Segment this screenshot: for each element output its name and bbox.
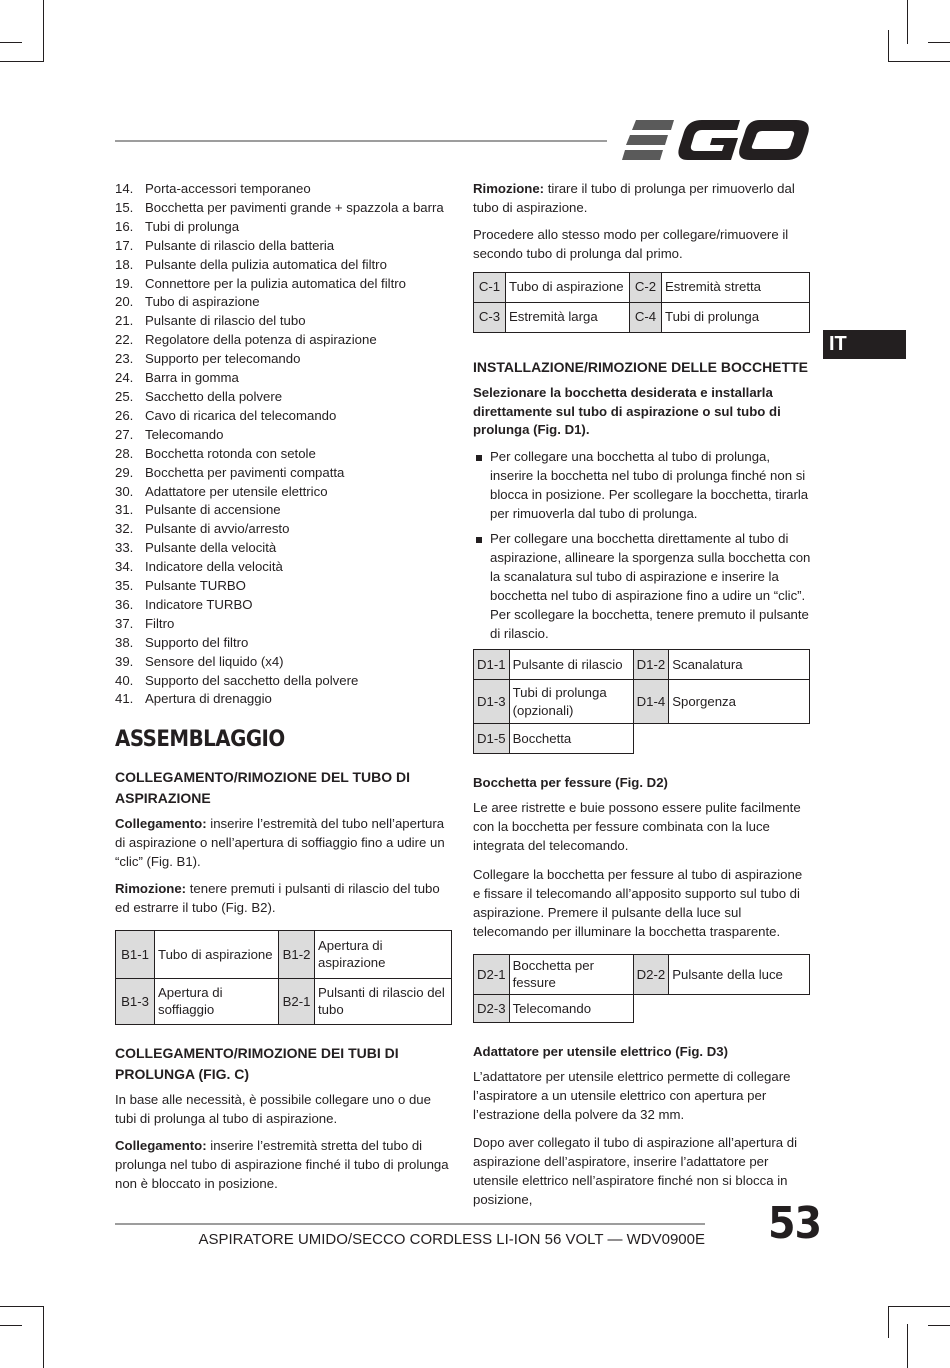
list-item-number: 32. (115, 521, 134, 537)
list-item-number: 28. (115, 445, 134, 461)
list-item-number: 40. (115, 672, 134, 688)
assembly-heading: ASSEMBLAGGIO (115, 727, 285, 753)
table-code: D1-3 (474, 680, 510, 724)
list-item-text: Bocchetta per pavimenti grande + spazzola a barra (145, 199, 444, 215)
list-item-number: 26. (115, 407, 134, 423)
table-code: B1-1 (116, 930, 155, 978)
table-code: D1-1 (474, 650, 510, 680)
table-cell: Sporgenza (669, 680, 810, 724)
list-item-text: Barra in gomma (145, 370, 239, 386)
table-cell: Tubo di aspirazione (506, 272, 630, 302)
table-cell: Pulsante di rilascio (509, 650, 633, 680)
table-row (474, 954, 810, 994)
table-code: D1-4 (633, 680, 669, 724)
list-item (115, 388, 455, 407)
list-item-text: Pulsante di avvio/arresto (145, 521, 290, 537)
table-cell: Estremità stretta (662, 272, 810, 302)
right-column (473, 180, 813, 1218)
crop-mark (43, 1306, 44, 1368)
table-row (116, 978, 452, 1024)
adapter-paragraph-2: Dopo aver collegato il tubo di aspirazione all’apertura di aspirazione dell’aspiratore, inserire l’adattatore per utensile elettrico nell’aspiratore finché non si blocca in posizione, (473, 1135, 798, 1208)
extension-repeat-paragraph: Procedere allo stesso modo per collegare/rimuovere il secondo tubo di prolunga dal primo. (473, 226, 789, 261)
list-item-number: 24. (115, 370, 134, 386)
crop-mark (0, 42, 22, 43)
list-item (115, 275, 455, 294)
list-item (115, 180, 455, 199)
footer-product-title: ASPIRATORE UMIDO/SECCO CORDLESS LI-ION 56 VOLT — WDV0900E (198, 1231, 705, 1248)
table-row (474, 994, 810, 1022)
adapter-paragraph-1: L’adattatore per utensile elettrico permette di collegare l’aspiratore a un utensile elettrico con apertura per l’estrazione della polvere da 32 mm. (473, 1068, 791, 1122)
extension-intro: In base alle necessità, è possibile collegare uno o due tubi di prolunga al tubo di aspirazione. (115, 1091, 431, 1126)
list-item-text: Tubi di prolunga (145, 218, 240, 234)
list-item (115, 653, 455, 672)
nozzles-section-title: INSTALLAZIONE/RIMOZIONE DELLE BOCCHETTE (473, 358, 808, 375)
list-item-text: Adattatore per utensile elettrico (145, 483, 328, 499)
list-item-text: Porta-accessori temporaneo (145, 181, 311, 196)
left-column (115, 180, 455, 1201)
list-item-text: Supporto del filtro (145, 634, 249, 650)
list-item-number: 20. (115, 294, 134, 310)
list-item-text: Regolatore della potenza di aspirazione (145, 332, 377, 348)
list-item-number: 17. (115, 237, 134, 253)
table-cell: Scanalatura (669, 650, 810, 680)
list-item-number: 18. (115, 256, 134, 272)
table-cell: Bocchetta (509, 724, 633, 754)
list-item-number: 21. (115, 313, 134, 329)
list-item-text: Pulsante TURBO (145, 578, 246, 594)
list-item-number: 15. (115, 199, 134, 215)
footer-rule (115, 1223, 705, 1225)
table-cell: Tubi di prolunga (opzionali) (509, 680, 633, 724)
list-item-text: Telecomando (145, 426, 224, 442)
list-item-number: 38. (115, 634, 134, 650)
table-code: D1-5 (474, 724, 510, 754)
list-item-text: Sacchetto della polvere (145, 388, 283, 404)
hose-section-title: COLLEGAMENTO/RIMOZIONE DEL TUBO DI ASPIRAZIONE (115, 769, 411, 807)
list-item-number: 19. (115, 275, 134, 291)
table-cell: Telecomando (509, 994, 633, 1022)
list-item-text: Apertura di drenaggio (145, 691, 272, 707)
list-item-text: Bocchetta per pavimenti compatta (145, 464, 345, 480)
table-cell: Tubi di prolunga (662, 302, 810, 332)
language-tab: IT (823, 330, 906, 359)
list-item-number: 14. (115, 181, 134, 196)
list-item (115, 445, 455, 464)
crop-mark (907, 0, 908, 44)
table-code: C-4 (630, 302, 662, 332)
nozzles-intro: Selezionare la bocchetta desiderata e installarla direttamente sul tubo di aspirazione o sul tubo di prolunga (Fig. D1). (473, 384, 781, 438)
hose-remove-paragraph: Rimozione: tenere premuti i pulsanti di rilascio del tubo ed estrarre il tubo (Fig. B2). (115, 881, 440, 915)
list-item-text: Filtro (145, 615, 175, 631)
table-row (116, 930, 452, 978)
extension-reference-table (473, 272, 810, 333)
adapter-title: Adattatore per utensile elettrico (Fig. D3) (473, 1043, 728, 1059)
list-item-number: 31. (115, 502, 134, 518)
list-item (115, 331, 455, 350)
table-code: B1-3 (116, 978, 155, 1024)
list-item (115, 672, 455, 691)
list-item (115, 426, 455, 445)
extension-section-title: COLLEGAMENTO/RIMOZIONE DEI TUBI DI PROLUNGA (FIG. C) (115, 1044, 399, 1082)
extension-remove-paragraph: Rimozione: tirare il tubo di prolunga per rimuoverlo dal tubo di aspirazione. (473, 181, 795, 215)
list-item-number: 27. (115, 426, 134, 442)
list-item-number: 23. (115, 351, 134, 367)
nozzles-bullet-list (473, 448, 813, 643)
list-item (115, 407, 455, 426)
list-item-number: 35. (115, 578, 134, 594)
table-cell: Apertura di soffiaggio (155, 978, 279, 1024)
list-item-number: 33. (115, 540, 134, 556)
table-code: C-3 (474, 302, 506, 332)
hose-reference-table (115, 930, 452, 1025)
list-item (115, 312, 455, 331)
list-item (115, 483, 455, 502)
table-cell: Pulsanti di rilascio del tubo (315, 978, 452, 1024)
list-item-text: Pulsante della pulizia automatica del filtro (145, 256, 387, 272)
nozzles-reference-table (473, 649, 810, 754)
list-item (115, 256, 455, 275)
table-code: C-1 (474, 272, 506, 302)
crop-mark (888, 1306, 889, 1338)
table-cell: Pulsante della luce (669, 954, 810, 994)
crop-mark (928, 42, 950, 43)
crevice-paragraph-1: Le aree ristrette e buie possono essere pulite facilmente con la bocchetta per fessure combinata con la luce integrata del telecomando. (473, 800, 801, 854)
list-item (115, 596, 455, 615)
list-item (115, 237, 455, 256)
hose-connect-paragraph: Collegamento: inserire l’estremità del tubo nell’apertura di aspirazione o nell’apertura di soffiaggio fino a udire un “clic” (Fig. B1). (115, 816, 445, 870)
crop-mark (888, 61, 950, 62)
list-item-text: Indicatore della velocità (145, 559, 283, 575)
list-item-text: Indicatore TURBO (145, 596, 253, 612)
crop-mark (888, 30, 889, 62)
crevice-paragraph-2: Collegare la bocchetta per fessure al tubo di aspirazione e fissare il telecomando all’apposito supporto sul tubo di aspirazione. Premere il pulsante della luce sul telecomando per illuminare la bocchetta trasparente. (473, 867, 803, 939)
crop-mark (0, 1306, 44, 1307)
list-item (115, 369, 455, 388)
list-item-number: 30. (115, 483, 134, 499)
table-code: D1-2 (633, 650, 669, 680)
header-rule (115, 140, 607, 142)
crop-mark (888, 1306, 950, 1307)
table-code: C-2 (630, 272, 662, 302)
crop-mark (907, 1324, 908, 1368)
list-item (115, 615, 455, 634)
list-item-number: 22. (115, 332, 134, 348)
list-item (115, 350, 455, 369)
table-empty-cell (633, 724, 809, 754)
list-item-number: 36. (115, 596, 134, 612)
list-item (115, 634, 455, 653)
list-item (115, 218, 455, 237)
list-item-number: 34. (115, 559, 134, 575)
list-item-text: Pulsante di rilascio del tubo (145, 313, 306, 329)
table-row (474, 680, 810, 724)
table-cell: Apertura di aspirazione (315, 930, 452, 978)
page-number: 53 (768, 1198, 822, 1249)
list-item-number: 25. (115, 388, 134, 404)
parts-list (115, 180, 455, 709)
list-item (115, 577, 455, 596)
list-item-number: 41. (115, 691, 134, 707)
list-item (115, 199, 455, 218)
list-item-text: Pulsante della velocità (145, 540, 277, 556)
crop-mark (928, 1325, 950, 1326)
table-code: D2-2 (633, 954, 669, 994)
list-item-text: Pulsante di accensione (145, 502, 281, 518)
list-item-text: Supporto per telecomando (145, 351, 301, 367)
list-item (115, 293, 455, 312)
table-code: B1-2 (279, 930, 315, 978)
list-item (115, 558, 455, 577)
table-code: B2-1 (279, 978, 315, 1024)
table-cell: Estremità larga (506, 302, 630, 332)
list-item (115, 464, 455, 483)
list-item-text: Bocchetta rotonda con setole (145, 445, 316, 461)
list-item-text: Tubo di aspirazione (145, 294, 260, 310)
list-item-text: Sensore del liquido (x4) (145, 653, 284, 669)
list-item (115, 520, 455, 539)
list-item (115, 501, 455, 520)
table-cell: Tubo di aspirazione (155, 930, 279, 978)
crevice-title: Bocchetta per fessure (Fig. D2) (473, 775, 668, 791)
table-cell: Bocchetta per fessure (509, 954, 633, 994)
list-item-text: Connettore per la pulizia automatica del filtro (145, 275, 406, 291)
crop-mark (43, 0, 44, 62)
list-item-number: 39. (115, 653, 134, 669)
table-row (474, 650, 810, 680)
list-item-number: 29. (115, 464, 134, 480)
crop-mark (0, 61, 44, 62)
ego-logo (622, 118, 810, 162)
table-row (474, 724, 810, 754)
list-item-text: Supporto del sacchetto della polvere (145, 672, 359, 688)
list-item-number: 16. (115, 218, 134, 234)
list-item-text: Pulsante di rilascio della batteria (145, 237, 335, 253)
list-item (115, 539, 455, 558)
extension-connect-paragraph: Collegamento: inserire l’estremità stretta del tubo di prolunga nel tubo di aspirazione finché il tubo di prolunga non è bloccato in posizione. (115, 1137, 449, 1191)
list-item: Per collegare una bocchetta direttamente al tubo di aspirazione, allineare la sporgenza sulla bocchetta con la scanalatura sul tubo di aspirazione e inserire la bocchetta nel tubo di aspirazione fino a udire un “clic”. Per scollegare la bocchetta, tenere premuto il pulsante di rilascio. (473, 530, 813, 643)
table-row (474, 302, 810, 332)
list-item: Per collegare una bocchetta al tubo di prolunga, inserire la bocchetta nel tubo di prolunga finché non si blocca in posizione. Per scollegare la bocchetta, tirarla per rimuoverla dal tubo di prolunga. (473, 448, 813, 524)
table-empty-cell (633, 994, 809, 1022)
table-code: D2-3 (474, 994, 510, 1022)
crop-mark (0, 1325, 22, 1326)
table-code: D2-1 (474, 954, 510, 994)
list-item (115, 690, 455, 709)
table-row (474, 272, 810, 302)
list-item-number: 37. (115, 615, 134, 631)
list-item-text: Cavo di ricarica del telecomando (145, 407, 337, 423)
crevice-reference-table (473, 954, 810, 1023)
